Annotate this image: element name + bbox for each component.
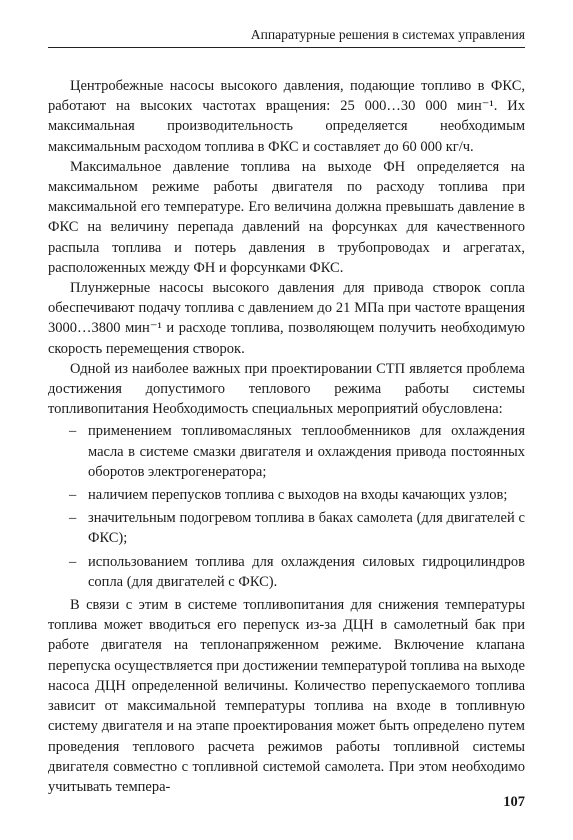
page-body <box>48 76 525 797</box>
header-rule <box>48 47 525 48</box>
running-header: Аппаратурные решения в системах управления <box>250 27 525 42</box>
list-item: – наличием перепусков топлива с выходов на входы качающих узлов; <box>48 485 525 505</box>
list-item: – использованием топлива для охлаждения силовых гидроцилиндров сопла (для двигателей с ФКС). <box>48 552 525 592</box>
paragraph: Максимальное давление топлива на выходе ФН определяется на максимальном режиме работы двигателя по расходу топлива при максимальной его температуре. Его величина должна превышать давление в ФКС на величину перепада давлений на форсунках для качественного распыла топлива и потерь давления в трубопроводах и агрегатах, расположенных между ФН и форсунками ФКС. <box>48 158 525 276</box>
paragraph: Центробежные насосы высокого давления, подающие топливо в ФКС, работают на высоких частотах вращения: 25 000…30 000 мин⁻¹. Их максимальная производительность определяется необходимым максимальным расходом топлива в ФКС и составляет до 60 000 кг/ч. <box>48 78 525 155</box>
list-item: – значительным подогревом топлива в баках самолета (для двигателей с ФКС); <box>48 508 525 548</box>
page-number: 107 <box>503 794 525 810</box>
list-item: – применением топливомасляных теплообменников для охлаждения масла в системе смазки двигателя и охлаждения привода постоянных оборотов электрогенератора; <box>48 421 525 482</box>
paragraph: В связи с этим в системе топливопитания для снижения температуры топлива может вводиться его перепуск из-за ДЦН в самолетный бак при работе двигателя на теплонапряженном режиме. Включение клапана перепуска осуществляется при достижении температурой топлива на выходе насоса ДЦН определенной величины. Количество перепускаемого топлива зависит от максимальной температуры топлива на входе в топливную систему двигателя и на этапе проектирования может быть определено путем проведения теплового расчета режимов работы топливной системы двигателя совместно с топливной системой самолета. При этом необходимо учитывать темпера- <box>48 597 525 795</box>
dash-list <box>48 421 525 592</box>
paragraph: Плунжерные насосы высокого давления для привода створок сопла обеспечивают подачу топлива с давлением до 21 МПа при частоте вращения 3000…3800 мин⁻¹ и расходе топлива, позволяющем получить необходимую скорость перемещения створок. <box>48 280 525 357</box>
paragraph: Одной из наиболее важных при проектировании СТП является проблема достижения допустимого теплового режима работы системы топливопитания Необходимость специальных мероприятий обусловлена: <box>48 360 525 418</box>
